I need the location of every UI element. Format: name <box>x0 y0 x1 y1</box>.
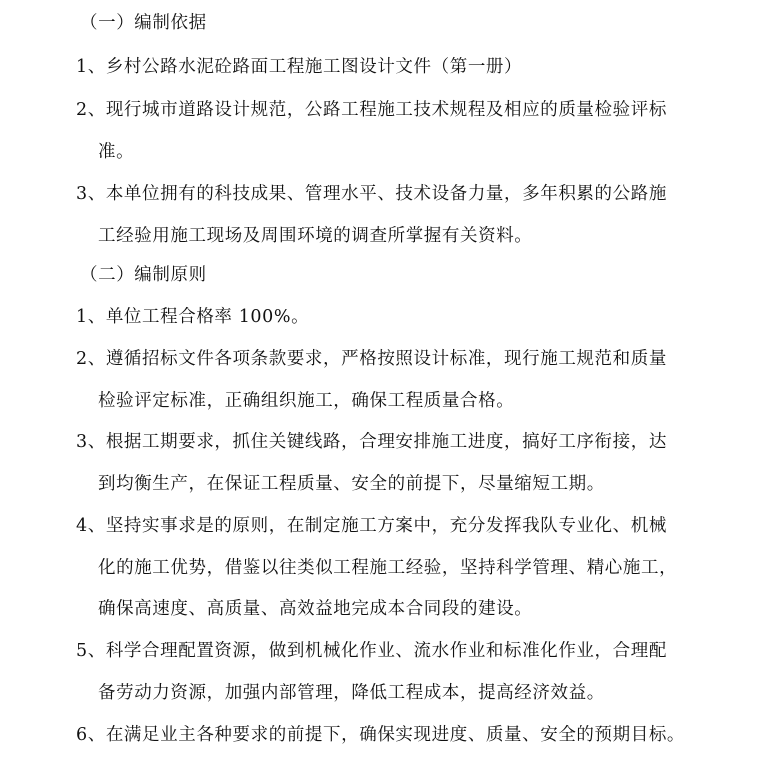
basis-item-2: 2、现行城市道路设计规范，公路工程施工技术规程及相应的质量检验评标 <box>76 100 667 120</box>
principle-item-3-cont: 到均衡生产，在保证工程质量、安全的前提下，尽量缩短工期。 <box>98 474 605 494</box>
principle-item-2: 2、遵循招标文件各项条款要求，严格按照设计标准，现行施工规范和质量 <box>76 349 667 369</box>
principle-item-1: 1、单位工程合格率 100%。 <box>76 307 310 327</box>
principle-item-5-cont: 备劳动力资源，加强内部管理，降低工程成本，提高经济效益。 <box>98 683 605 703</box>
basis-item-2-cont: 准。 <box>98 142 135 162</box>
section-heading-basis: （一）编制依据 <box>80 13 207 33</box>
principle-item-6: 6、在满足业主各种要求的前提下，确保实现进度、质量、安全的预期目标。 <box>76 725 686 745</box>
basis-item-3: 3、本单位拥有的科技成果、管理水平、技术设备力量，多年积累的公路施 <box>76 184 667 204</box>
section-heading-principles: （二）编制原则 <box>80 265 207 285</box>
principle-item-4-cont-1: 化的施工优势，借鉴以往类似工程施工经验，坚持科学管理、精心施工， <box>98 558 678 578</box>
principle-item-4-cont-2: 确保高速度、高质量、高效益地完成本合同段的建设。 <box>98 599 533 619</box>
basis-item-3-cont: 工经验用施工现场及周围环境的调查所掌握有关资料。 <box>98 226 533 246</box>
principle-item-5: 5、科学合理配置资源，做到机械化作业、流水作业和标准化作业，合理配 <box>76 641 667 661</box>
principle-item-2-cont: 检验评定标准，正确组织施工，确保工程质量合格。 <box>98 391 515 411</box>
principle-item-3: 3、根据工期要求，抓住关键线路，合理安排施工进度，搞好工序衔接，达 <box>76 432 667 452</box>
principle-item-4: 4、坚持实事求是的原则，在制定施工方案中，充分发挥我队专业化、机械 <box>76 516 667 536</box>
basis-item-1: 1、乡村公路水泥砼路面工程施工图设计文件（第一册） <box>76 57 523 77</box>
